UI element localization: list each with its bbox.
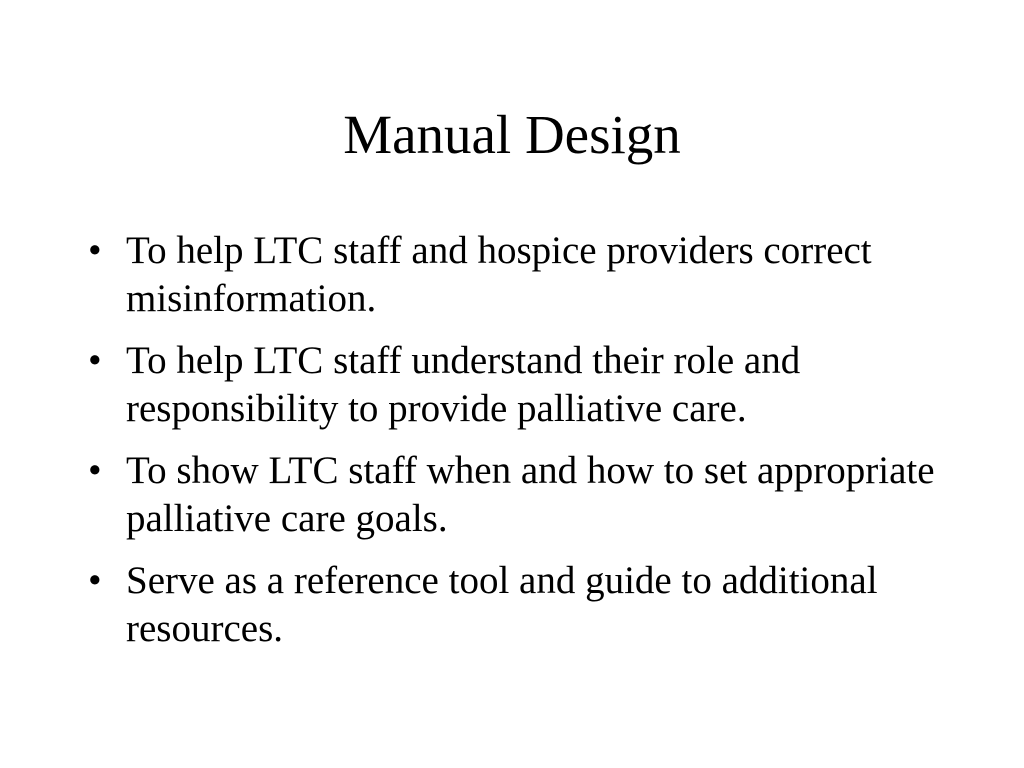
bullet-list [88, 227, 968, 667]
bullet-item [88, 447, 968, 543]
bullet-text: Serve as a reference tool and guide to additional resources. [126, 559, 878, 650]
bullet-icon: • [88, 449, 102, 492]
bullet-icon: • [88, 339, 102, 382]
bullet-item [88, 337, 968, 433]
bullet-text: To help LTC staff and hospice providers correct misinformation. [126, 229, 872, 320]
slide-title: Manual Design [343, 104, 681, 165]
bullet-icon: • [88, 559, 102, 602]
bullet-icon: • [88, 229, 102, 272]
bullet-text: To help LTC staff understand their role and responsibility to provide palliative care. [126, 339, 801, 430]
bullet-text: To show LTC staff when and how to set appropriate palliative care goals. [126, 449, 935, 540]
bullet-item [88, 227, 968, 323]
bullet-item [88, 557, 968, 653]
